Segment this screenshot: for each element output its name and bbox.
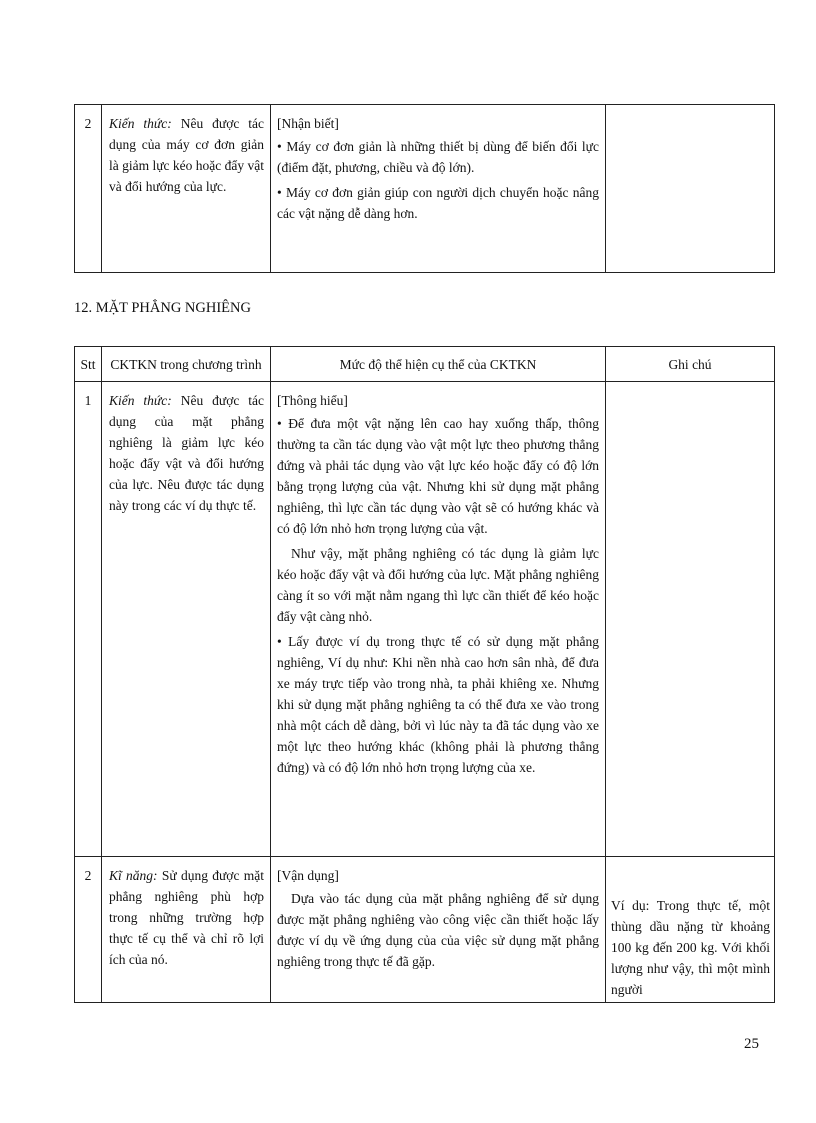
kt-label: Kiến thức: xyxy=(109,116,172,131)
stt-cell: 2 xyxy=(75,105,102,273)
level-cell xyxy=(271,382,606,857)
level-tag: [Thông hiểu] xyxy=(277,393,348,408)
note-cell xyxy=(606,857,775,1003)
kt-text: Sử dụng được mặt phẳng nghiêng phù hợp trong những trường hợp thực tế cụ thể và chỉ rõ lợi ích của nó. xyxy=(109,868,264,967)
paragraph: • Để đưa một vật nặng lên cao hay xuống thấp, thông thường ta cần tác dụng vào vật một lực theo phương thẳng đứng và phải tác dụng vào vật lực kéo hoặc đẩy có độ lớn bằng trọng lượng của vật. Nhưng khi sử dụng mặt phẳng nghiêng, thì lực cần tác dụng vào vật sẽ có hướng khác và có độ lớn nhỏ hơn trọng lượng của vật. xyxy=(277,416,599,536)
table-header-row xyxy=(75,347,775,382)
kt-label: Kiến thức: xyxy=(109,393,172,408)
note-text: Ví dụ: Trong thực tế, một thùng dầu nặng từ khoảng 100 kg đến 200 kg. Với khối lượng như vậy, thì một mình người xyxy=(611,898,770,997)
paragraph: • Lấy được ví dụ trong thực tế có sử dụng mặt phẳng nghiêng, Ví dụ như: Khi nền nhà cao hơn sân nhà, để đưa xe máy trực tiếp vào trong nhà, ta phải khiêng xe. Nhưng khi sử dụng mặt phẳng nghiêng ta có thể đưa xe vào trong nhà một cách dễ dàng, bởi vì lúc này ta đã tác dụng vào xe một lực theo hướng khác (không phải là phương thẳng đứng) và có độ lớn nhỏ hơn trọng lượng của xe. xyxy=(277,634,599,775)
section-title: 12. MẶT PHẲNG NGHIÊNG xyxy=(74,300,251,316)
level-cell xyxy=(271,857,606,1003)
paragraph: Dựa vào tác dụng của mặt phẳng nghiêng để sử dụng được mặt phẳng nghiêng vào công việc cần thiết hoặc lấy được ví dụ về ứng dụng của của việc sử dụng mặt phẳng nghiêng trong thực tế đã gặp. xyxy=(277,891,599,969)
header-level: Mức độ thể hiện cụ thể của CKTKN xyxy=(271,347,606,382)
header-stt: Stt xyxy=(75,347,102,382)
kt-text: Nêu được tác dụng của máy cơ đơn giản là giảm lực kéo hoặc đẩy vật và đổi hướng của lực. xyxy=(109,116,265,194)
table-row xyxy=(75,382,775,857)
table-row xyxy=(75,105,775,273)
note-cell xyxy=(606,105,775,273)
page-number: 25 xyxy=(744,1036,759,1052)
kt-text: Nêu được tác dụng của mặt phẳng nghiêng là giảm lực kéo hoặc đẩy vật và đổi hướng của lực. Nêu được tác dụng này trong các ví dụ thực tế. xyxy=(109,393,264,513)
note-cell xyxy=(606,382,775,857)
stt-cell: 1 xyxy=(75,382,102,857)
paragraph: • Máy cơ đơn giản là những thiết bị dùng để biến đổi lực (điểm đặt, phương, chiều và độ lớn). xyxy=(277,139,599,175)
cktkn-cell xyxy=(102,105,271,273)
table-inclined-plane xyxy=(74,346,775,1003)
level-tag: [Vận dụng] xyxy=(277,868,339,883)
paragraph: • Máy cơ đơn giản giúp con người dịch chuyển hoặc nâng các vật nặng dễ dàng hơn. xyxy=(277,185,599,221)
table-row xyxy=(75,857,775,1003)
header-cktkn: CKTKN trong chương trình xyxy=(102,347,271,382)
table-mpp-simple-machines xyxy=(74,104,775,273)
paragraph: Như vậy, mặt phẳng nghiêng có tác dụng là giảm lực kéo hoặc đẩy vật và đổi hướng của lực. Mặt phẳng nghiêng càng ít so với mặt nằm ngang thì lực cần thiết để kéo hoặc đẩy vật càng nhỏ. xyxy=(277,546,599,624)
cktkn-cell xyxy=(102,857,271,1003)
header-note: Ghi chú xyxy=(606,347,775,382)
kt-label: Kĩ năng: xyxy=(109,868,158,883)
stt-cell: 2 xyxy=(75,857,102,1003)
cktkn-cell xyxy=(102,382,271,857)
level-tag: [Nhận biết] xyxy=(277,116,339,131)
level-cell xyxy=(271,105,606,273)
